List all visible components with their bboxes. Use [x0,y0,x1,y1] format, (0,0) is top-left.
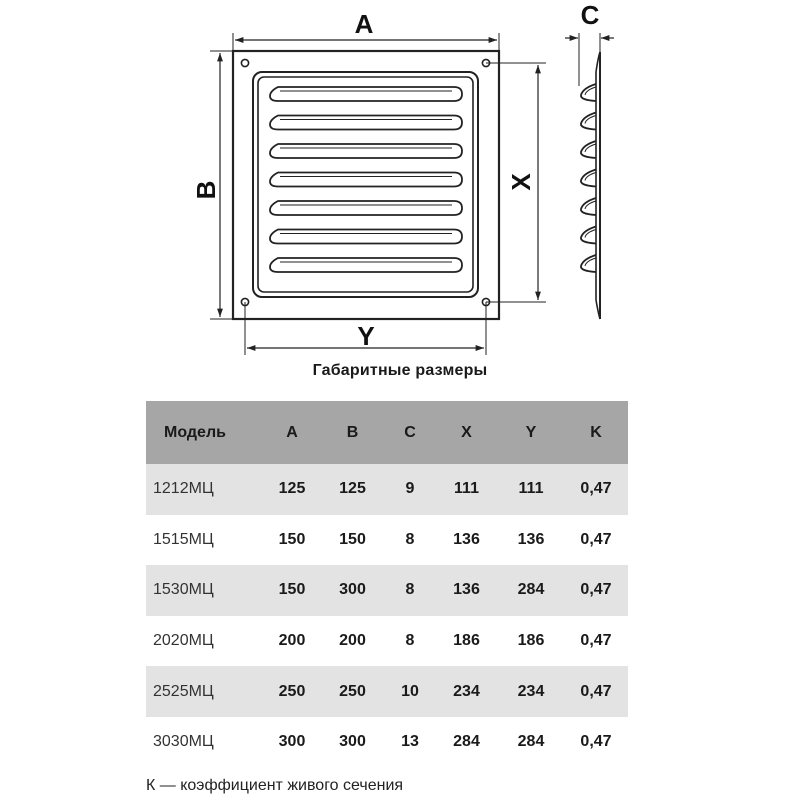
cell-k: 0,47 [564,666,628,717]
cell-x: 136 [453,530,480,548]
cell-x: 284 [453,733,480,751]
side-louver [581,255,596,272]
cell-x: 186 [453,632,480,650]
grille-side-view [581,52,600,319]
dim-y-label: Y [357,321,375,351]
table-row [146,616,628,667]
mount-hole-top-left [241,59,248,66]
dim-b-label: B [191,180,221,200]
cell-c: 8 [385,565,435,616]
cell-b: 125 [320,464,385,515]
cell-model: 1212МЦ [146,464,264,515]
dimensions-caption: Габаритные размеры [312,362,488,379]
cell-x: 111 [435,464,498,515]
header-x: X [435,401,498,464]
cell-y: 284 [498,565,564,616]
cell-a: 125 [264,464,320,515]
cell-a: 250 [264,666,320,717]
cell-x: 234 [435,666,498,717]
header-model: Модель [146,401,264,464]
louver-slat [270,230,462,244]
cell-k: 0,47 [580,632,612,650]
table-row [146,515,628,566]
cell-y: 136 [517,530,545,548]
header-a: A [264,401,320,464]
side-louver [581,84,596,101]
cell-k: 0,47 [564,464,628,515]
side-louver [581,227,596,244]
louvers [270,87,462,272]
cell-model: 1530МЦ [146,565,264,616]
cell-c: 13 [401,733,419,751]
table-header-row [146,401,628,464]
cell-a: 150 [278,530,306,548]
cell-a: 300 [278,733,306,751]
cell-model: 3030МЦ [153,733,214,751]
cell-c: 8 [405,530,415,548]
cell-y: 284 [517,733,545,751]
cell-c: 8 [405,632,415,650]
cell-b: 300 [339,733,366,751]
table-row [146,717,628,768]
cell-k: 0,47 [564,565,628,616]
header-b: B [320,401,385,464]
header-y: Y [498,401,564,464]
cell-model: 2525МЦ [146,666,264,717]
grille-inner-frame [253,72,478,297]
dim-x-label: X [506,173,536,191]
cell-x: 136 [435,565,498,616]
louver-slat [270,87,462,101]
grille-technical-drawing [0,0,800,360]
dimensions-table [146,401,628,768]
cell-a: 150 [264,565,320,616]
cell-b: 150 [339,530,366,548]
louver-slat [270,258,462,272]
cell-c: 10 [385,666,435,717]
footnote: К — коэффициент живого сечения [146,777,404,794]
cell-y: 234 [498,666,564,717]
cell-y: 111 [498,464,564,515]
cell-y: 186 [517,632,545,650]
cell-b: 200 [339,632,366,650]
louver-slat [270,173,462,187]
side-louver [581,170,596,187]
cell-model: 1515МЦ [153,530,214,548]
table-row [146,565,628,616]
louver-slat [270,116,462,130]
table-row [146,464,628,515]
side-louver [581,198,596,215]
louver-slat [270,144,462,158]
cell-a: 200 [278,632,306,650]
dim-a-label: A [354,9,374,39]
cell-k: 0,47 [580,733,612,751]
header-k: K [564,401,628,464]
cell-b: 250 [320,666,385,717]
side-louver [581,113,596,130]
cell-b: 300 [320,565,385,616]
cell-model: 2020МЦ [153,632,214,650]
header-c: C [385,401,435,464]
side-louver [581,141,596,158]
cell-k: 0,47 [580,530,612,548]
cell-c: 9 [385,464,435,515]
dim-c-label: C [580,0,600,30]
louver-slat [270,201,462,215]
table-row [146,666,628,717]
